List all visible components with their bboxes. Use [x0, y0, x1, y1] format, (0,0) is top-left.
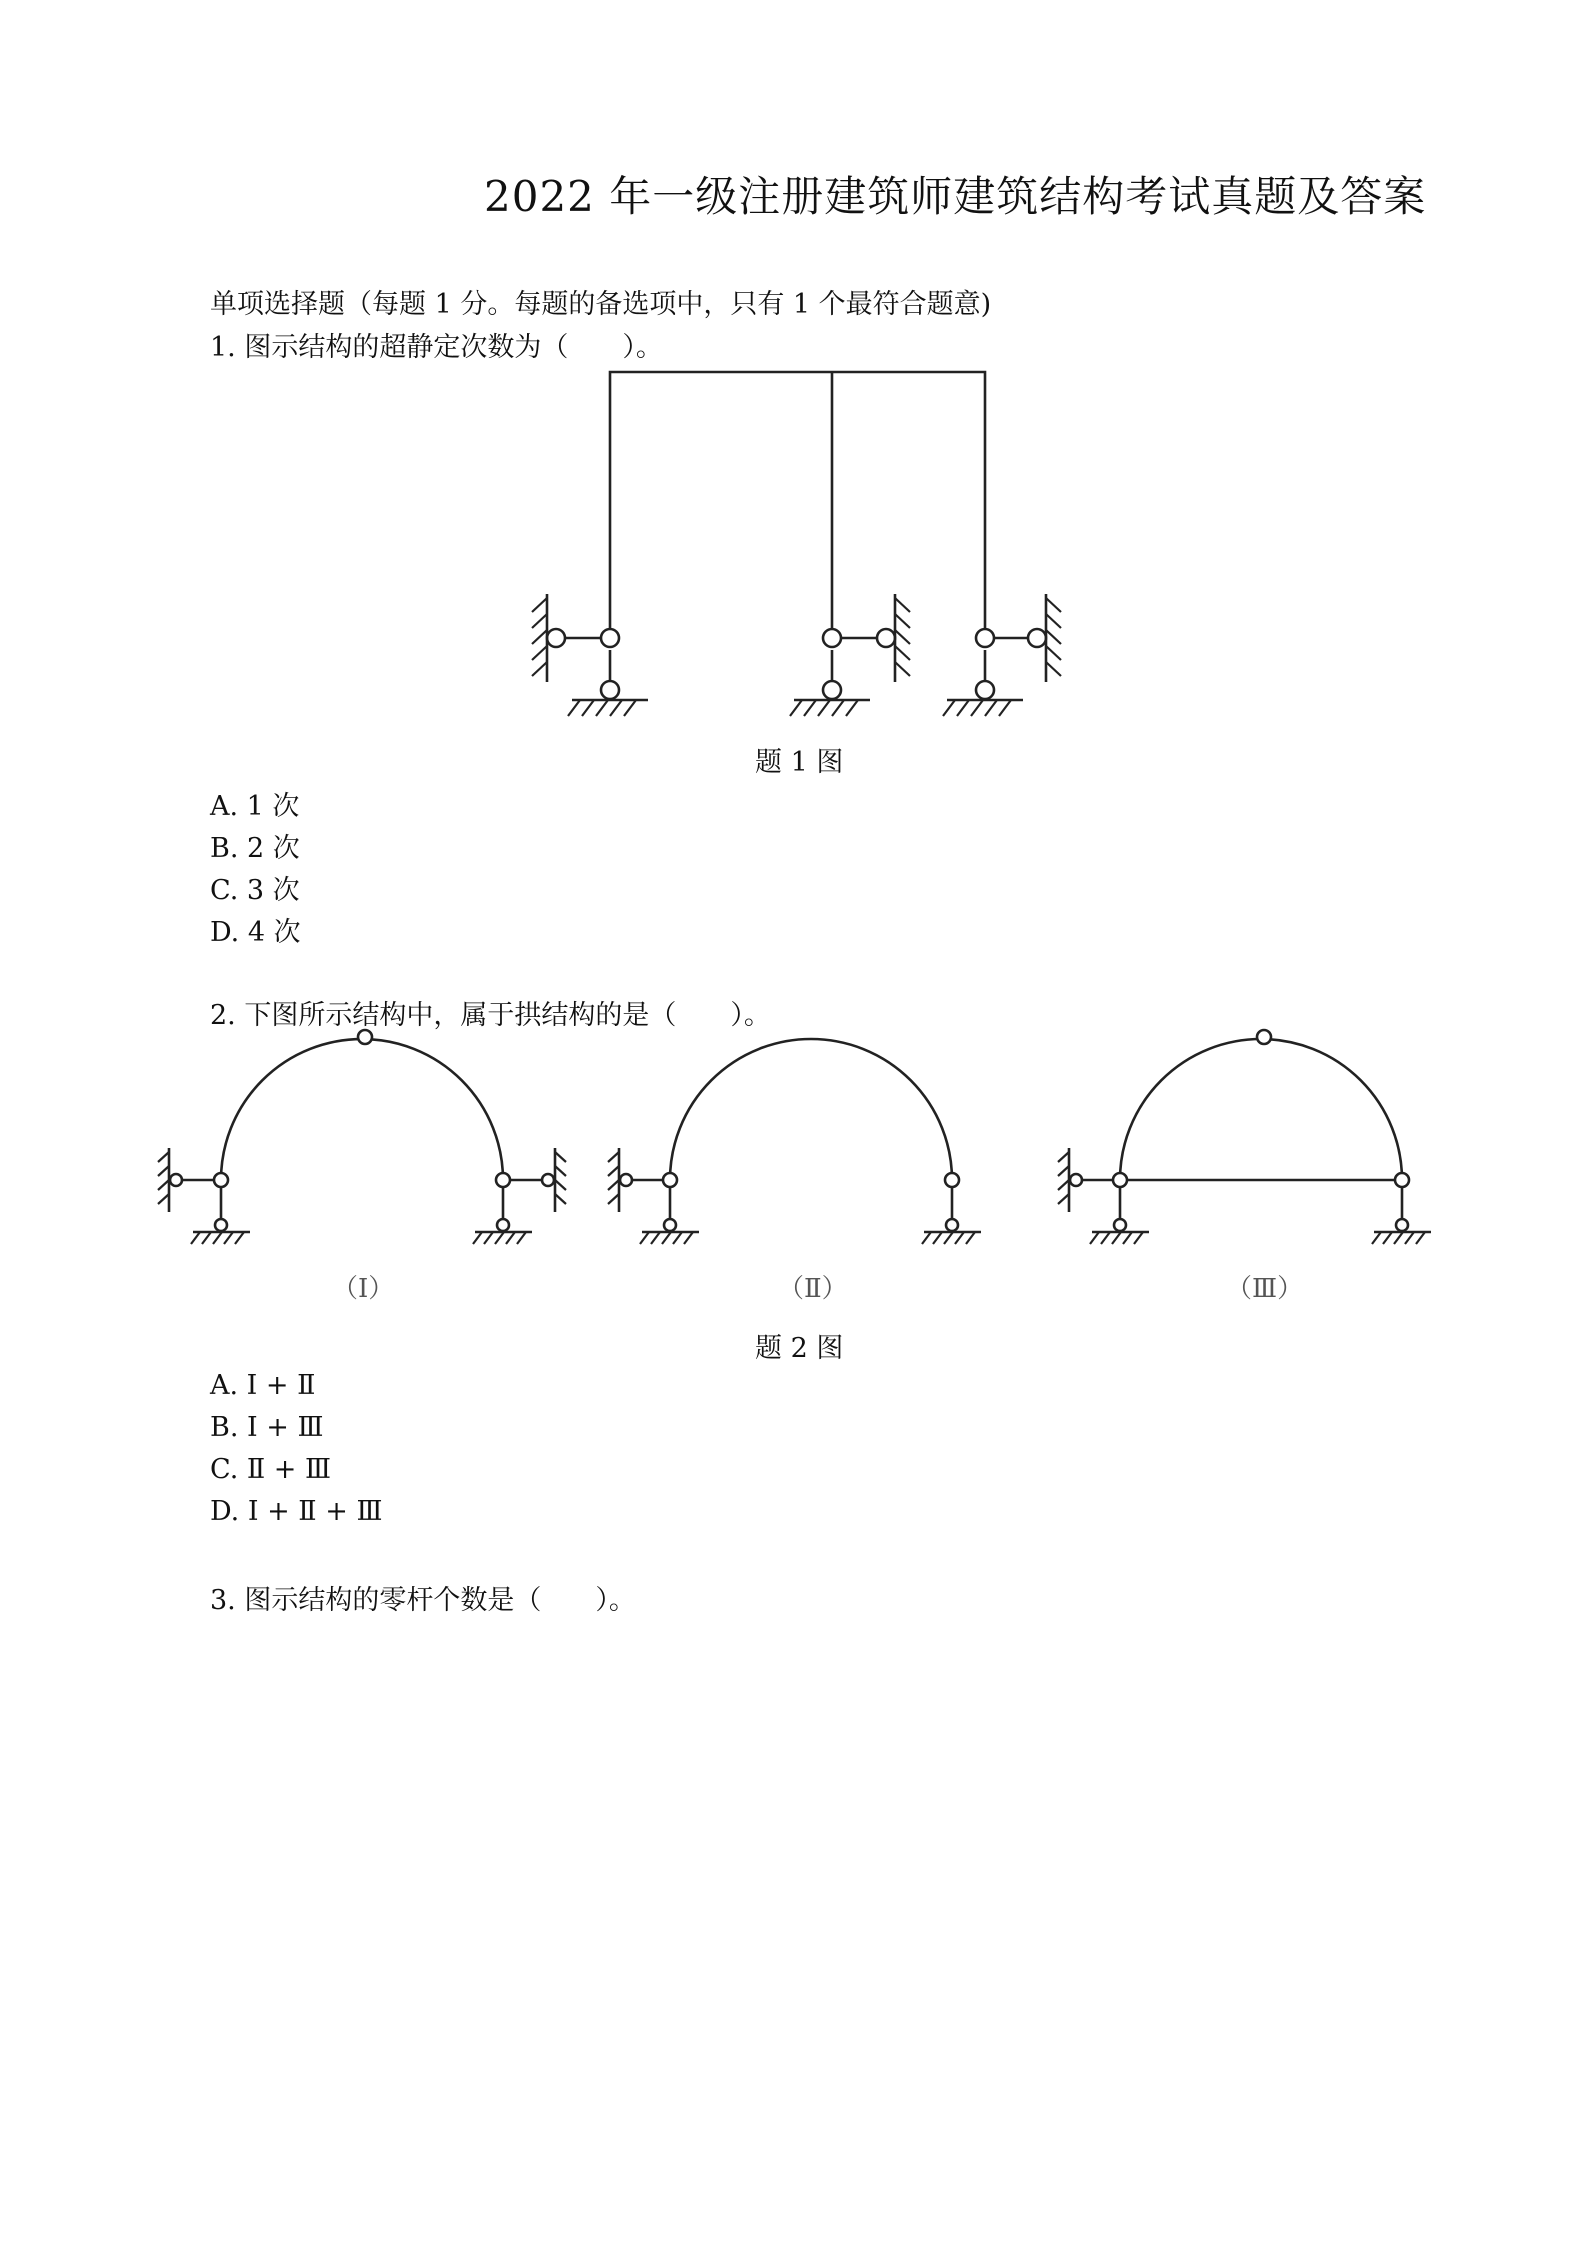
q2-option-d: D. Ⅰ + Ⅱ + Ⅲ [210, 1496, 383, 1527]
q1-option-c: C. 3 次 [210, 875, 300, 906]
q2-option-c: C. Ⅱ + Ⅲ [210, 1454, 332, 1485]
section-header: 单项选择题（每题 1 分。每题的备选项中，只有 1 个最符合题意) [210, 289, 992, 320]
page-title: 2022 年一级注册建筑师建筑结构考试真题及答案 [484, 172, 1427, 221]
figure-2-label-III: （Ⅲ） [1226, 1274, 1304, 1304]
question-3-stem: 3. 图示结构的零杆个数是（ ）。 [210, 1585, 636, 1616]
q2-option-b: B. Ⅰ + Ⅲ [210, 1412, 324, 1443]
figure-1-right-support [943, 594, 1061, 716]
q2-option-a: A. Ⅰ + Ⅱ [210, 1370, 316, 1401]
figure-2-arch-III [1058, 1030, 1431, 1244]
figure-1-caption: 题 1 图 [755, 747, 844, 778]
question-1-stem: 1. 图示结构的超静定次数为（ ）。 [210, 332, 663, 363]
question-2-stem: 2. 下图所示结构中，属于拱结构的是（ ）。 [210, 1000, 771, 1031]
figure-2-label-II: （Ⅱ） [778, 1274, 848, 1304]
figure-1-middle-support [790, 594, 910, 716]
figure-2-arch-I [158, 1030, 566, 1244]
figure-2-label-I: （Ⅰ） [332, 1274, 395, 1304]
figure-1-frame [610, 372, 985, 640]
figure-2-arch-II [608, 1039, 981, 1244]
q1-option-b: B. 2 次 [210, 833, 300, 864]
q1-option-d: D. 4 次 [210, 917, 301, 948]
figure-1-left-support [532, 594, 648, 716]
figure-2-caption: 题 2 图 [755, 1333, 844, 1364]
q1-option-a: A. 1 次 [210, 791, 300, 822]
